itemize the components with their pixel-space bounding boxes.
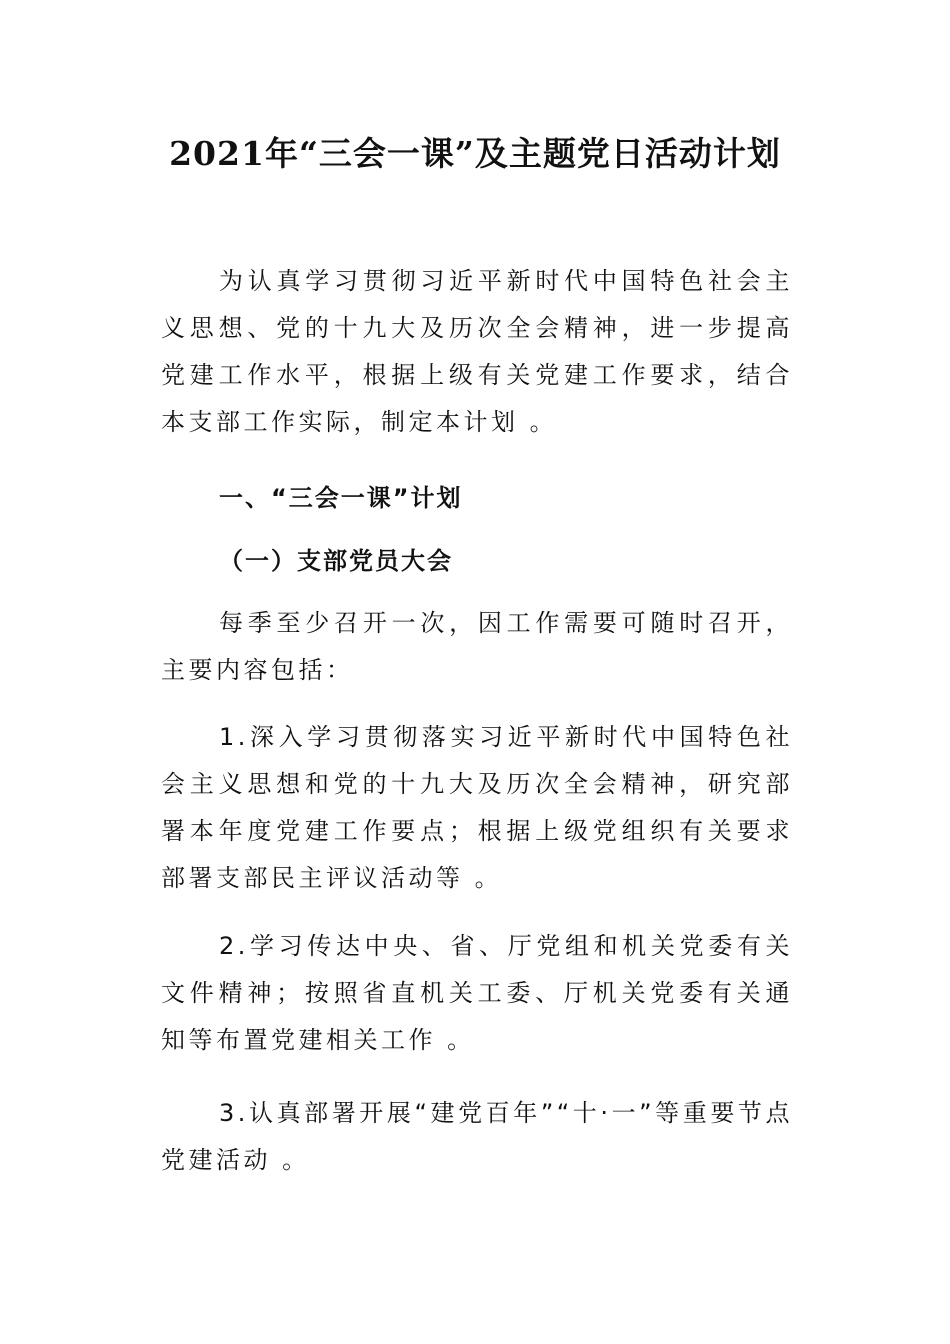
intro-text: 为认真学习贯彻习近平新时代中国特色社会主义思想、党的十九大及历次全会精神，进一步提高党建工作水平，根据上级有关党建工作要求，结合本支部工作实际，制定本计划 。 [161,267,793,436]
list-item-text: 2.学习传达中央、省、厅党组和机关党委有关文件精神；按照省直机关工委、厅机关党委有关通知等布置党建相关工作 。 [161,932,793,1054]
section-heading: 一、“三会一课”计划 [219,484,463,512]
list-item [161,714,793,902]
subsection-heading: （一）支部党员大会 [219,547,453,575]
list-item-text: 1.深入学习贯彻落实习近平新时代中国特色社会主义思想和党的十九大及历次全会精神，研究部署本年度党建工作要点；根据上级党组织有关要求部署支部民主评议活动等 。 [161,723,793,892]
document-title: 2021年“三会一课”及主题党日活动计划 [169,134,781,173]
list-item [161,1090,793,1184]
intro-paragraph [161,258,793,446]
list-item-text: 3.认真部署开展“建党百年”“十·一”等重要节点党建活动 。 [161,1099,793,1174]
subsection-intro-paragraph [161,600,793,694]
list-item [161,923,793,1064]
subsection-intro-text: 每季至少召开一次，因工作需要可随时召开，主要内容包括： [161,609,793,684]
